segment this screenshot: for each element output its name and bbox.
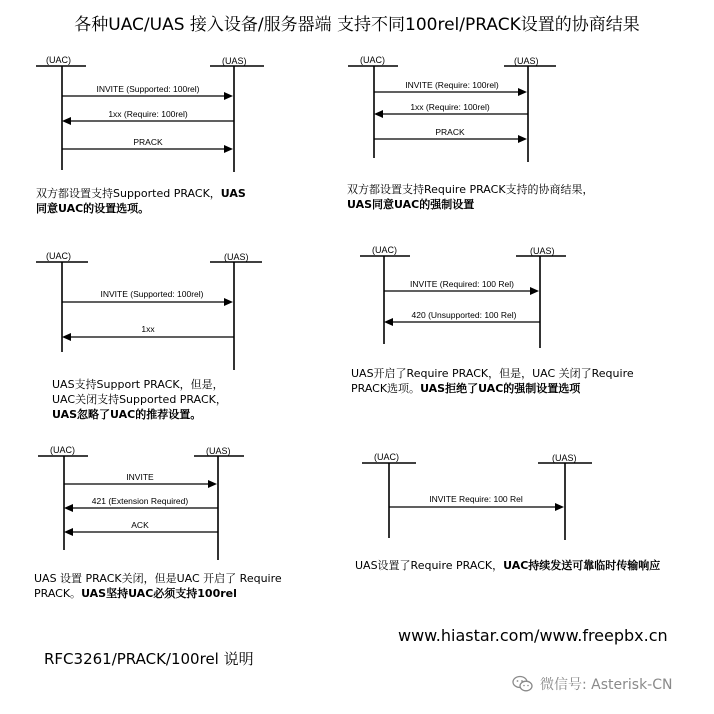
- description-text: UAS支持Support PRACK，但是，: [52, 378, 224, 391]
- message-label: 1xx (Require: 100rel): [410, 102, 490, 112]
- description-text: 双方都设置支持Require PRACK支持的协商结果，: [347, 183, 594, 196]
- message-label: INVITE (Required: 100 Rel): [410, 279, 514, 289]
- website-url: www.hiastar.com/www.freepbx.cn: [398, 626, 668, 645]
- message-label: ACK: [131, 520, 149, 530]
- description-text: PRACK。: [34, 587, 82, 600]
- description-bold-text: UAC持续发送可靠临时传输响应: [503, 559, 661, 572]
- description-bold-text: UAS忽略了UAC的推荐设置。: [52, 408, 202, 421]
- message-label: INVITE Require: 100 Rel: [429, 494, 523, 504]
- uas-label: (UAS): [224, 252, 249, 262]
- message-label: 421 (Extension Required): [91, 496, 189, 506]
- message-label: PRACK: [133, 137, 163, 147]
- wechat-icon: [512, 675, 534, 693]
- uas-label: (UAS): [530, 246, 555, 256]
- watermark-text: 微信号: Asterisk-CN: [540, 677, 673, 693]
- description-bold-text: UAS坚持UAC必须支持100rel: [81, 587, 237, 600]
- uac-label: (UAC): [374, 452, 399, 462]
- message-label: INVITE (Require: 100rel): [405, 80, 499, 90]
- description-bold-text: UAS同意UAC的强制设置: [347, 198, 475, 211]
- uas-label: (UAS): [206, 446, 231, 456]
- description-bold-text: UAS: [220, 187, 246, 200]
- watermark: [512, 674, 673, 694]
- rfc-caption: RFC3261/PRACK/100rel 说明: [44, 650, 254, 668]
- uas-label: (UAS): [222, 56, 247, 66]
- description-text: UAC关闭支持Supported PRACK，: [52, 393, 227, 406]
- description-text: 双方都设置支持Supported PRACK，: [36, 187, 221, 200]
- message-label: 1xx (Require: 100rel): [108, 109, 188, 119]
- uac-label: (UAC): [372, 245, 397, 255]
- uac-label: (UAC): [46, 251, 71, 261]
- description-bold-text: UAS拒绝了UAC的强制设置选项: [420, 382, 581, 395]
- uac-label: (UAC): [50, 445, 75, 455]
- message-label: PRACK: [435, 127, 465, 137]
- description-line: [355, 558, 660, 573]
- description-bold-text: 同意UAC的设置选项。: [36, 202, 150, 215]
- message-label: INVITE (Supported: 100rel): [100, 289, 204, 299]
- message-label: 1xx: [141, 324, 155, 334]
- description-text: PRACK选项。: [351, 382, 421, 395]
- description-text: UAS 设置 PRACK关闭，但是UAC 开启了 Require: [34, 572, 282, 585]
- uac-label: (UAC): [46, 55, 71, 65]
- panel-description: [355, 558, 660, 573]
- uas-label: (UAS): [552, 453, 577, 463]
- message-label: INVITE (Supported: 100rel): [96, 84, 200, 94]
- description-text: UAS设置了Require PRACK，: [355, 559, 504, 572]
- arrowhead: [555, 503, 564, 511]
- uac-label: (UAC): [360, 55, 385, 65]
- message-label: INVITE: [126, 472, 154, 482]
- diagram-title: 各种UAC/UAS 接入设备/服务器端 支持不同100rel/PRACK设置的协商结果: [74, 15, 640, 35]
- message-label: 420 (Unsupported: 100 Rel): [411, 310, 517, 320]
- uas-label: (UAS): [514, 56, 539, 66]
- description-text: UAS开启了Require PRACK，但是，UAC 关闭了Require: [351, 367, 634, 380]
